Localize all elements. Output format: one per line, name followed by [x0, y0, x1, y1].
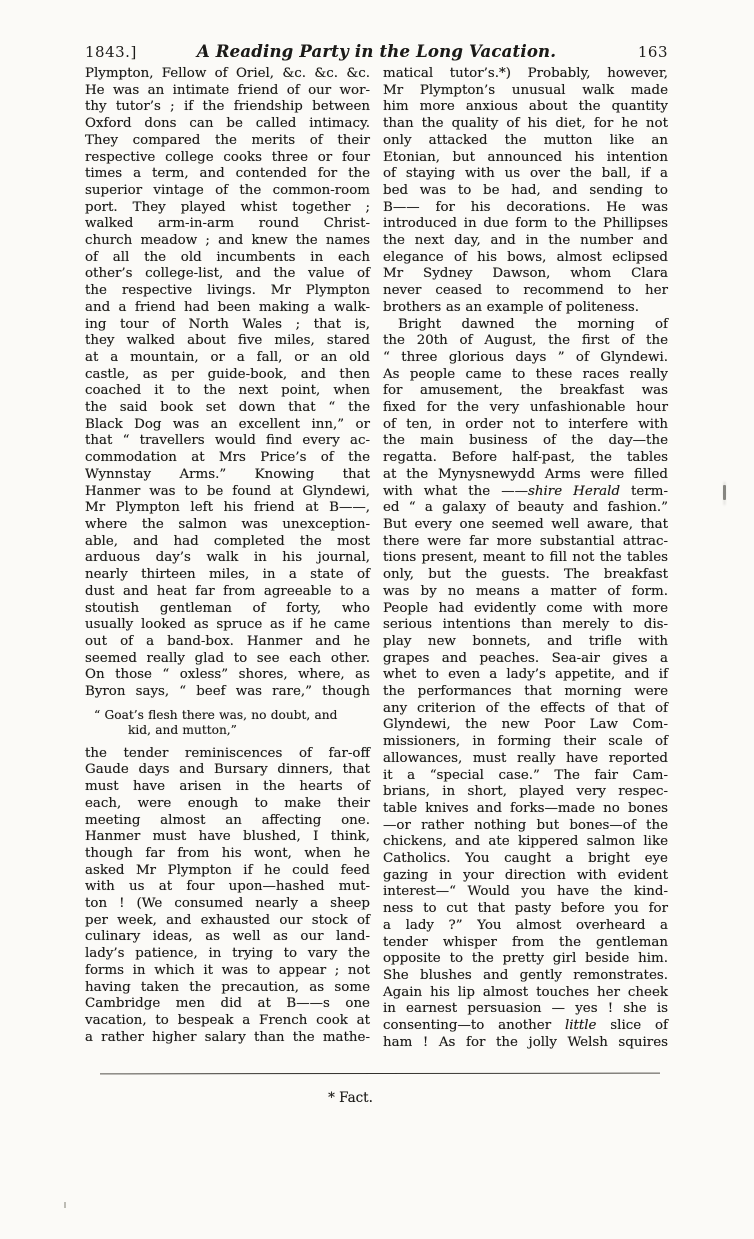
text-line: brothers as an example of politeness. [383, 299, 639, 315]
text-line: kid, and mutton,” [128, 722, 237, 737]
text-line: church meadow ; and knew the names [85, 233, 370, 249]
text-line: grapes and peaches. Sea-air gives a [383, 650, 668, 666]
text-line: He was an intimate friend of our wor- [85, 82, 370, 98]
text-line: Etonian, but announced his intention [383, 149, 668, 165]
text-line: Mr Plympton’s unusual walk made [383, 82, 668, 98]
text-line: per week, and exhausted our stock of [85, 912, 370, 928]
text-line: of all the old incumbents in each [85, 249, 370, 265]
text-line: Black Dog was an excellent inn,” or [85, 416, 370, 432]
text-line: any criterion of the effects of that of [383, 700, 668, 716]
text-line: regatta. Before half-past, the tables [383, 450, 668, 466]
text-line: ed “ a galaxy of beauty and fashion.” [383, 500, 668, 516]
text-line: elegance of his bows, almost eclipsed [383, 249, 668, 265]
text-line: out of a band-box. Hanmer and he [85, 633, 370, 649]
text-line: opposite to the pretty girl beside him. [383, 951, 668, 967]
text-line: ing tour of North Wales ; that is, [85, 316, 370, 332]
text-line: table knives and forks—made no bones [383, 800, 668, 816]
text-line: People had evidently come with more [383, 600, 668, 616]
text-line: able, and had completed the most [85, 533, 370, 549]
text-line: it a “special case.” The fair Cam- [383, 767, 668, 783]
text-line: in earnest persuasion — yes ! she is [383, 1001, 668, 1017]
text-line: lady’s patience, in trying to vary the [85, 946, 370, 962]
text-line: arduous day’s walk in his journal, [85, 550, 370, 566]
text-line: Gaude days and Bursary dinners, that [85, 762, 370, 778]
text-line: vacation, to bespeak a French cook at [85, 1012, 370, 1028]
text-line: other’s college-list, and the value of [85, 266, 370, 282]
text-line: missioners, in forming their scale of [383, 734, 668, 750]
text-line: bed was to be had, and sending to [383, 182, 668, 198]
text-line: gazing in your direction with evident [383, 867, 668, 883]
text-line: Again his lip almost touches her cheek [383, 984, 668, 1000]
text-line: port. They played whist together ; [85, 199, 370, 215]
text-line: brians, in short, played very respec- [383, 784, 668, 800]
text-line: She blushes and gently remonstrates. [383, 967, 668, 983]
footnote-text: * Fact. [328, 1090, 373, 1106]
text-line: ness to cut that pasty before you for [383, 901, 668, 917]
text-line: introduced in due form to the Phillipses [383, 216, 668, 232]
text-line: that “ travellers would find every ac- [85, 433, 370, 449]
text-line: never ceased to recommend to her [383, 283, 668, 299]
text-line: though far from his wont, when he [85, 845, 370, 861]
text-line: respective college cooks three or four [85, 149, 370, 165]
text-line: coached it to the next point, when [85, 383, 370, 399]
text-line: castle, as per guide-book, and then [85, 366, 370, 382]
text-line: a lady ?” You almost overheard a [383, 917, 668, 933]
text-line: of ten, in order not to interfere with [383, 416, 668, 432]
text-line: times a term, and contended for the [85, 166, 370, 182]
text-line: at a mountain, or a fall, or an old [85, 349, 370, 365]
page-number: 163 [637, 43, 668, 61]
text-line: ton ! (We consumed nearly a sheep [85, 896, 370, 912]
text-line: dust and heat far from agreeable to a [85, 583, 370, 599]
text-line: the said book set down that “ the [85, 400, 370, 416]
text-line: only attacked the mutton like an [383, 132, 668, 148]
text-line: matical tutor’s.*) Probably, however, [383, 66, 668, 81]
scan-artifact-bottom-left [64, 1202, 66, 1208]
text-line: walked arm-in-arm round Christ- [85, 216, 370, 232]
text-line: forms in which it was to appear ; not [85, 962, 370, 978]
text-line: superior vintage of the common-room [85, 182, 370, 198]
header-year: 1843.] [85, 43, 137, 61]
text-line: for amusement, the breakfast was [383, 383, 668, 399]
text-line: serious intentions than merely to dis- [383, 617, 668, 633]
text-line: usually looked as spruce as if he came [85, 617, 370, 633]
text-line: where the salmon was unexception- [85, 516, 370, 532]
text-line: Mr Plympton left his friend at B——, [85, 500, 370, 516]
text-line: Wynnstay Arms.” Knowing that [85, 466, 370, 482]
text-line: As people came to these races really [383, 366, 668, 382]
text-line: On those “ oxless” shores, where, as [85, 667, 370, 683]
text-line: Hanmer must have blushed, I think, [85, 829, 370, 845]
text-line: was by no means a matter of form. [383, 583, 668, 599]
text-line: the main business of the day—the [383, 433, 668, 449]
text-line: with us at four upon—hashed mut- [85, 879, 370, 895]
text-line: Cambridge men did at B——s one [85, 996, 370, 1012]
text-line: Glyndewi, the new Poor Law Com- [383, 717, 668, 733]
text-line: the tender reminiscences of far-off [85, 745, 370, 761]
text-line: —or rather nothing but bones—of the [383, 817, 668, 833]
right-column [383, 66, 668, 1051]
text-line: Hanmer was to be found at Glyndewi, [85, 483, 370, 499]
text-line: Mr Sydney Dawson, whom Clara [383, 266, 668, 282]
text-line: They compared the merits of their [85, 132, 370, 148]
page-header [85, 42, 668, 61]
text-line: meeting almost an affecting one. [85, 812, 370, 828]
text-line: the respective livings. Mr Plympton [85, 283, 370, 299]
text-line: must have arisen in the hearts of [85, 779, 370, 795]
footnote-rule [100, 1073, 660, 1075]
text-line: consenting—to another little slice of [383, 1018, 668, 1034]
text-line: and a friend had been making a walk- [85, 299, 370, 315]
text-line: But every one seemed well aware, that [383, 516, 668, 532]
text-line: fixed for the very unfashionable hour [383, 400, 668, 416]
text-line: “ three glorious days ” of Glyndewi. [383, 349, 668, 365]
text-line: ham ! As for the jolly Welsh squires [383, 1034, 668, 1050]
text-line: “ Goat’s flesh there was, no doubt, and [94, 707, 338, 722]
text-line: the 20th of August, the first of the [383, 333, 668, 349]
text-line: at the Mynysnewydd Arms were filled [383, 466, 668, 482]
text-line: tions present, meant to fill not the tables [383, 550, 668, 566]
text-line: with what the ——shire Herald term- [383, 483, 668, 499]
text-line: asked Mr Plympton if he could feed [85, 862, 370, 878]
text-line: nearly thirteen miles, in a state of [85, 567, 370, 583]
text-line: than the quality of his diet, for he not [383, 116, 668, 132]
text-line: a rather higher salary than the mathe- [85, 1029, 370, 1045]
text-line: the performances that morning were [383, 684, 668, 700]
text-line: whet to even a lady’s appetite, and if [383, 667, 668, 683]
text-line: only, but the guests. The breakfast [383, 567, 668, 583]
text-line: the next day, and in the number and [383, 233, 668, 249]
text-line: commodation at Mrs Price’s of the [85, 450, 370, 466]
text-line: seemed really glad to see each other. [85, 650, 370, 666]
text-line: play new bonnets, and trifle with [383, 633, 668, 649]
text-line: Byron says, “ beef was rare,” though [85, 684, 370, 700]
text-line: Oxford dons can be called intimacy. [85, 116, 370, 132]
text-line: stoutish gentleman of forty, who [85, 600, 370, 616]
text-line: tender whisper from the gentleman [383, 934, 668, 950]
text-columns [85, 66, 668, 1051]
text-line: thy tutor’s ; if the friendship between [85, 99, 370, 115]
text-line: there were far more substantial attrac- [383, 533, 668, 549]
text-line: Catholics. You caught a bright eye [383, 851, 668, 867]
text-line: culinary ideas, as well as our land- [85, 929, 370, 945]
left-column [85, 66, 370, 1051]
text-line: allowances, must really have reported [383, 750, 668, 766]
text-line: him more anxious about the quantity [383, 99, 668, 115]
text-line: each, were enough to make their [85, 795, 370, 811]
text-line: they walked about five miles, stared [85, 333, 370, 349]
text-line: Bright dawned the morning of [398, 316, 668, 332]
running-title: A Reading Party in the Long Vacation. [196, 42, 557, 61]
text-line: having taken the precaution, as some [85, 979, 370, 995]
text-line: B—— for his decorations. He was [383, 199, 668, 215]
text-line: of staying with us over the ball, if a [383, 166, 668, 182]
scan-artifact-right-margin [723, 485, 726, 500]
text-line: interest—“ Would you have the kind- [383, 884, 668, 900]
text-line: Plympton, Fellow of Oriel, &c. &c. &c. [85, 66, 370, 81]
text-line: chickens, and ate kippered salmon like [383, 834, 668, 850]
